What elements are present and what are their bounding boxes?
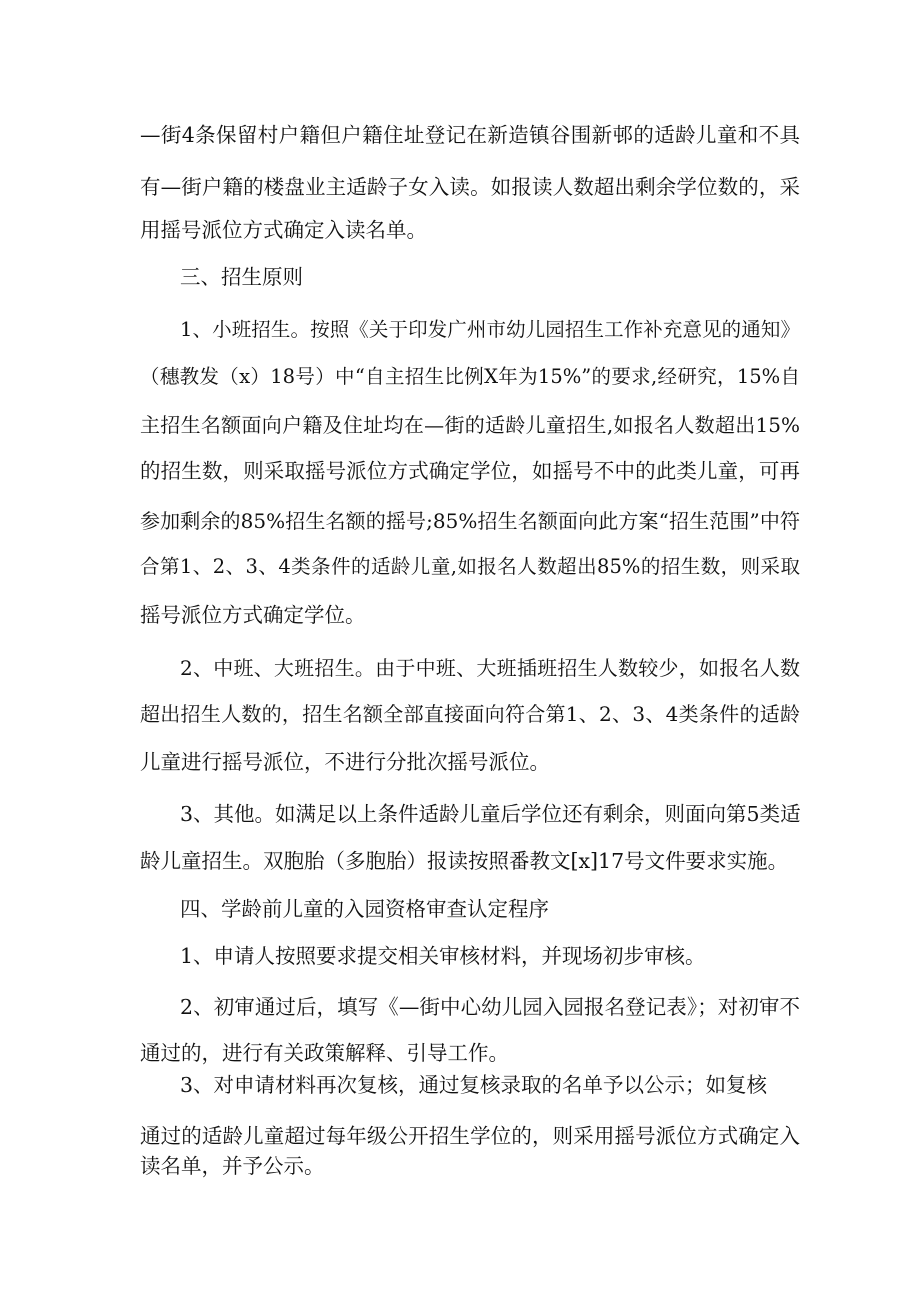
- text-line: 超出招生人数的，招生名额全部直接面向符合第1、2、3、4类条件的适龄: [140, 702, 800, 726]
- text-line: 儿童进行摇号派位，不进行分批次摇号派位。: [140, 750, 550, 774]
- section-heading: 三、招生原则: [180, 265, 303, 289]
- text-line: （穗教发（x）18号）中“自主招生比例X年为15%”的要求,经研究，15%自: [140, 365, 800, 388]
- text-line: 1、申请人按照要求提交相关审核材料，并现场初步审核。: [180, 944, 706, 968]
- text-line: 摇号派位方式确定学位。: [140, 603, 366, 627]
- text-line: 通过的，进行有关政策解释、引导工作。: [140, 1041, 509, 1065]
- text-line: 用摇号派位方式确定入读名单。: [140, 218, 427, 242]
- text-line: 主招生名额面向户籍及住址均在—街的适龄儿童招生,如报名人数超出15%: [140, 413, 800, 437]
- text-line: 龄儿童招生。双胞胎（多胞胎）报读按照番教文[x]17号文件要求实施。: [140, 849, 789, 873]
- text-line: 1、小班招生。按照《关于印发广州市幼儿园招生工作补充意见的通知》: [180, 318, 800, 341]
- text-line: 通过的适龄儿童超过每年级公开招生学位的，则采用摇号派位方式确定入: [140, 1124, 800, 1148]
- text-line: 3、对申请材料再次复核，通过复核录取的名单予以公示；如复核: [180, 1073, 768, 1097]
- text-line: —街4条保留村户籍但户籍住址登记在新造镇谷围新邨的适龄儿童和不具: [140, 123, 800, 147]
- text-line: 读名单，并予公示。: [140, 1154, 325, 1178]
- text-line: 参加剩余的85%招生名额的摇号;85%招生名额面向此方案“招生范围”中符: [140, 509, 800, 533]
- text-line: 的招生数，则采取摇号派位方式确定学位，如摇号不中的此类儿童，可再: [140, 459, 800, 483]
- section-heading: 四、学龄前儿童的入园资格审查认定程序: [180, 897, 549, 921]
- text-line: 3、其他。如满足以上条件适龄儿童后学位还有剩余，则面向第5类适: [180, 802, 801, 826]
- text-line: 2、中班、大班招生。由于中班、大班插班招生人数较少，如报名人数: [180, 656, 800, 680]
- text-line: 合第1、2、3、4类条件的适龄儿童,如报名人数超出85%的招生数，则采取: [140, 555, 800, 578]
- text-line: 有—街户籍的楼盘业主适龄子女入读。如报读人数超出剩余学位数的，采: [140, 175, 800, 199]
- text-line: 2、初审通过后，填写《—街中心幼儿园入园报名登记表》；对初审不: [180, 995, 800, 1019]
